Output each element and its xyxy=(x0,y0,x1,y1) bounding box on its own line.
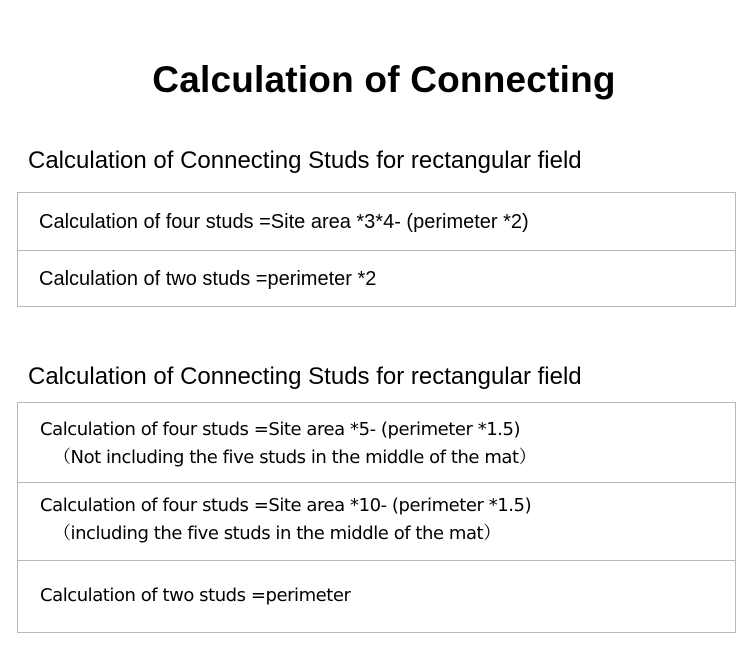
formula-table xyxy=(17,402,736,633)
formula-text: Calculation of four studs =Site area *3*4- (perimeter *2) xyxy=(39,211,529,233)
formula-table xyxy=(17,192,736,307)
section-heading: Calculation of Connecting Studs for rectangular field xyxy=(28,363,582,390)
table-row xyxy=(18,482,735,560)
page-title: Calculation of Connecting xyxy=(152,59,616,100)
formula-note: （Not including the five studs in the middle of the mat） xyxy=(53,447,537,468)
table-row xyxy=(18,560,735,632)
formula-text: Calculation of two studs =perimeter xyxy=(40,585,351,606)
table-row xyxy=(18,193,735,250)
formula-text: Calculation of two studs =perimeter *2 xyxy=(39,268,377,290)
table-row xyxy=(18,403,735,482)
formula-note: （including the five studs in the middle of the mat） xyxy=(53,523,501,544)
table-row xyxy=(18,250,735,307)
formula-text: Calculation of four studs =Site area *10- (perimeter *1.5) xyxy=(40,495,532,516)
formula-text: Calculation of four studs =Site area *5- (perimeter *1.5) xyxy=(40,419,521,440)
section-heading: Calculation of Connecting Studs for rectangular field xyxy=(28,147,582,174)
